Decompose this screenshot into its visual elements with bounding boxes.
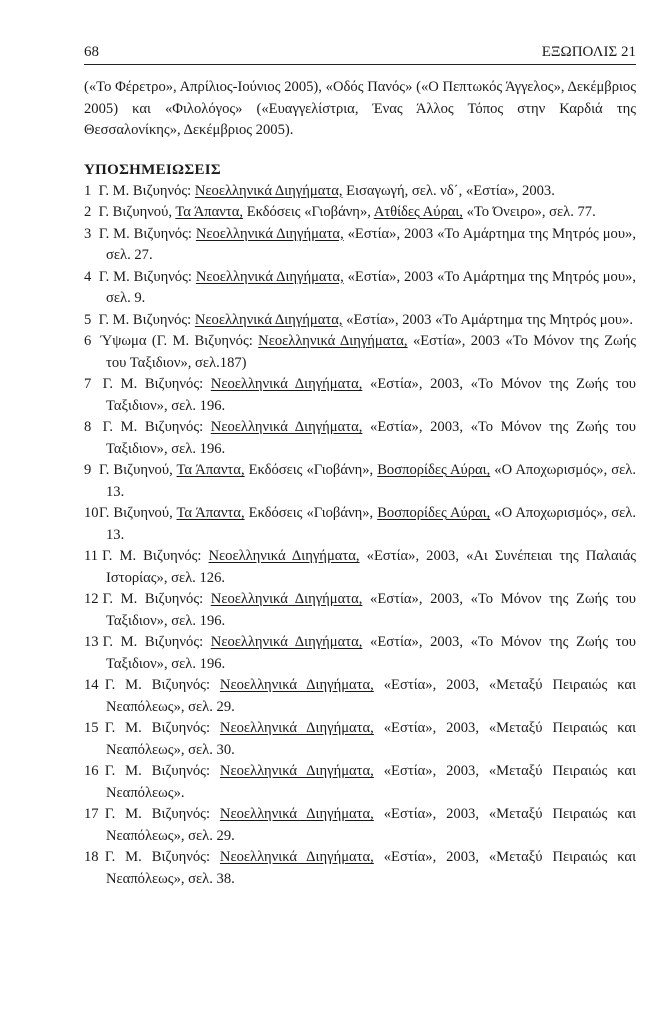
footnote-number: 9 (84, 462, 92, 478)
footnote-16 (84, 761, 636, 804)
book-title: Νεοελληνικά Διηγήματα, (219, 677, 374, 693)
footnote-text: «Εστία», 2003, «Μεταξύ Πειραιώς και Νεαπόλεως», σελ. 29. (106, 677, 636, 715)
footnote-text: Γ. Μ. Βιζυηνός: (102, 634, 211, 650)
footnote-number: 5 (84, 311, 92, 328)
footnote-7 (84, 374, 636, 417)
book-title: Νεοελληνικά Διηγήματα, (210, 591, 363, 607)
footnote-number: 8 (84, 419, 92, 435)
footnote-number: 17 (84, 806, 99, 822)
footnote-text: «Εστία», 2003, «Μεταξύ Πειραιώς και Νεαπόλεως». (106, 763, 636, 801)
footnote-number: 1 (84, 182, 92, 199)
footnote-text: Ύψωμα (Γ. Μ. Βιζυηνός: (100, 333, 259, 349)
footnote-number: 14 (84, 677, 99, 693)
book-title: Βοσπορίδες Αύραι, (377, 462, 491, 478)
book-title: Νεοελληνικά Διηγήματα, (195, 225, 344, 242)
footnote-6 (84, 331, 636, 374)
footnote-text: Γ. Μ. Βιζυηνός: (102, 548, 209, 564)
footnotes-list (84, 181, 636, 891)
footnote-12 (84, 589, 636, 632)
book-title: Τα Άπαντα, (176, 462, 245, 478)
footnote-text: Εκδόσεις «Γιοβάνη», (244, 462, 378, 478)
footnote-number: 10 (84, 505, 99, 521)
book-title: Νεοελληνικά Διηγήματα, (210, 376, 363, 392)
footnote-number: 6 (84, 333, 92, 349)
footnote-text: «Ο Αποχωρισμός», σελ. 13. (106, 505, 636, 543)
footnote-18 (84, 847, 636, 890)
book-title: Τα Άπαντα, (175, 204, 244, 220)
page-number: 68 (84, 44, 99, 60)
footnote-1 (84, 181, 636, 203)
footnote-text: «Εστία», 2003 «Το Μόνον της Ζωής του Ταξιδιον», σελ.187) (106, 333, 637, 371)
footnote-text: «Εστία», 2003, «Το Μόνον της Ζωής του Ταξιδιον», σελ. 196. (106, 376, 636, 414)
footnote-text: «Το Όνειρο», σελ. 77. (462, 204, 596, 220)
running-header (84, 44, 636, 65)
document-page (84, 44, 636, 890)
footnote-text: Γ. Βιζυηνού, (99, 505, 177, 521)
intro-paragraph: («Το Φέρετρο», Απρίλιος-Ιούνιος 2005), «Οδός Πανός» («Ο Πεπτωκός Άγγελος», Δεκέμβριος 2005) και «Φιλολόγος» («Ευαγγελίστρια, Ένας Άλλος Τόπος στην Καρδιά της Θεσσαλονίκης», Δεκέμβριος 2005). (84, 79, 636, 138)
footnote-text: Γ. Μ. Βιζυηνός: (98, 182, 195, 199)
footnote-4 (84, 267, 636, 310)
footnote-14 (84, 675, 636, 718)
footnote-text: «Εστία», 2003, «Μεταξύ Πειραιώς και Νεαπόλεως», σελ. 29. (106, 806, 636, 844)
footnote-text: «Εστία», 2003, «Αι Συνέπειαι της Παλαιάς Ιστορίας», σελ. 126. (106, 548, 636, 586)
footnote-text: Εκδόσεις «Γιοβάνη», (243, 204, 374, 220)
book-title: Νεοελληνικά Διηγήματα, (195, 268, 344, 285)
footnote-text: Γ. Μ. Βιζυηνός: (104, 720, 220, 736)
footnote-number: 15 (84, 720, 99, 736)
footnote-number: 11 (84, 548, 99, 564)
footnote-2 (84, 202, 636, 224)
footnote-11 (84, 546, 636, 589)
footnote-text: Γ. Μ. Βιζυηνός: (104, 763, 220, 779)
footnote-number: 18 (84, 849, 99, 865)
footnote-10 (84, 503, 636, 546)
footnote-text: Εισαγωγή, σελ. νδ΄, «Εστία», 2003. (342, 182, 555, 199)
footnote-text: «Εστία», 2003, «Μεταξύ Πειραιώς και Νεαπόλεως», σελ. 38. (106, 849, 636, 887)
footnote-text: «Εστία», 2003, «Το Μόνον της Ζωής του Ταξιδιον», σελ. 196. (106, 419, 636, 457)
footnote-15 (84, 718, 636, 761)
journal-title: ΕΞΩΠΟΛΙΣ 21 (541, 44, 636, 60)
footnote-text: «Εστία», 2003 «Το Αμάρτημα της Μητρός μου», σελ. 27. (106, 225, 636, 263)
footnote-number: 7 (84, 376, 92, 392)
footnote-text: Γ. Μ. Βιζυηνός: (102, 419, 211, 435)
footnote-13 (84, 632, 636, 675)
footnote-3 (84, 224, 636, 267)
footnote-text: «Εστία», 2003, «Το Μόνον της Ζωής του Ταξιδιον», σελ. 196. (106, 591, 636, 629)
footnote-text: Γ. Βιζυηνού, (98, 204, 176, 220)
footnote-5 (84, 310, 636, 332)
footnotes-heading: ΥΠΟΣΗΜΕΙΩΣΕΙΣ (84, 161, 222, 178)
footnote-text: Γ. Μ. Βιζυηνός: (98, 268, 196, 285)
footnote-9 (84, 460, 636, 503)
footnote-text: Εκδόσεις «Γιοβάνη», (244, 505, 378, 521)
footnote-text: «Εστία», 2003, «Το Μόνον της Ζωής του Ταξιδιον», σελ. 196. (106, 634, 636, 672)
book-title: Νεοελληνικά Διηγήματα, (219, 720, 374, 736)
book-title: Νεοελληνικά Διηγήματα, (258, 333, 408, 349)
book-title: Νεοελληνικά Διηγήματα, (219, 849, 374, 865)
footnote-text: «Εστία», 2003 «Το Αμάρτημα της Μητρός μου», σελ. 9. (106, 268, 636, 306)
footnote-text: Γ. Μ. Βιζυηνός: (104, 849, 220, 865)
footnote-number: 13 (84, 634, 99, 650)
book-title: Ατθίδες Αύραι, (373, 204, 463, 220)
footnote-8 (84, 417, 636, 460)
book-title: Νεοελληνικά Διηγήματα, (208, 548, 360, 564)
footnote-text: «Εστία», 2003 «Το Αμάρτημα της Μητρός μου». (342, 311, 634, 328)
footnote-text: Γ. Μ. Βιζυηνός: (102, 376, 211, 392)
book-title: Τα Άπαντα, (176, 505, 245, 521)
footnote-text: Γ. Βιζυηνού, (99, 462, 177, 478)
book-title: Νεοελληνικά Διηγήματα, (219, 763, 374, 779)
footnote-text: Γ. Μ. Βιζυηνός: (102, 591, 211, 607)
footnote-text: «Εστία», 2003, «Μεταξύ Πειραιώς και Νεαπόλεως», σελ. 30. (106, 720, 636, 758)
book-title: Νεοελληνικά Διηγήματα, (210, 634, 363, 650)
book-title: Νεοελληνικά Διηγήματα, (194, 182, 343, 199)
book-title: Νεοελληνικά Διηγήματα, (210, 419, 363, 435)
book-title: Νεοελληνικά Διηγήματα, (219, 806, 374, 822)
footnote-text: Γ. Μ. Βιζυηνός: (98, 311, 195, 328)
footnote-17 (84, 804, 636, 847)
footnote-text: Γ. Μ. Βιζυηνός: (104, 677, 220, 693)
footnote-number: 3 (84, 225, 92, 242)
book-title: Νεοελληνικά Διηγήματα, (194, 311, 343, 328)
footnote-text: Γ. Μ. Βιζυηνός: (104, 806, 220, 822)
footnote-number: 16 (84, 763, 99, 779)
footnote-number: 2 (84, 204, 92, 220)
footnote-number: 4 (84, 268, 92, 285)
book-title: Βοσπορίδες Αύραι, (377, 505, 491, 521)
footnote-number: 12 (84, 591, 99, 607)
footnote-text: Γ. Μ. Βιζυηνός: (98, 225, 196, 242)
footnote-text: «Ο Αποχωρισμός», σελ. 13. (106, 462, 636, 500)
